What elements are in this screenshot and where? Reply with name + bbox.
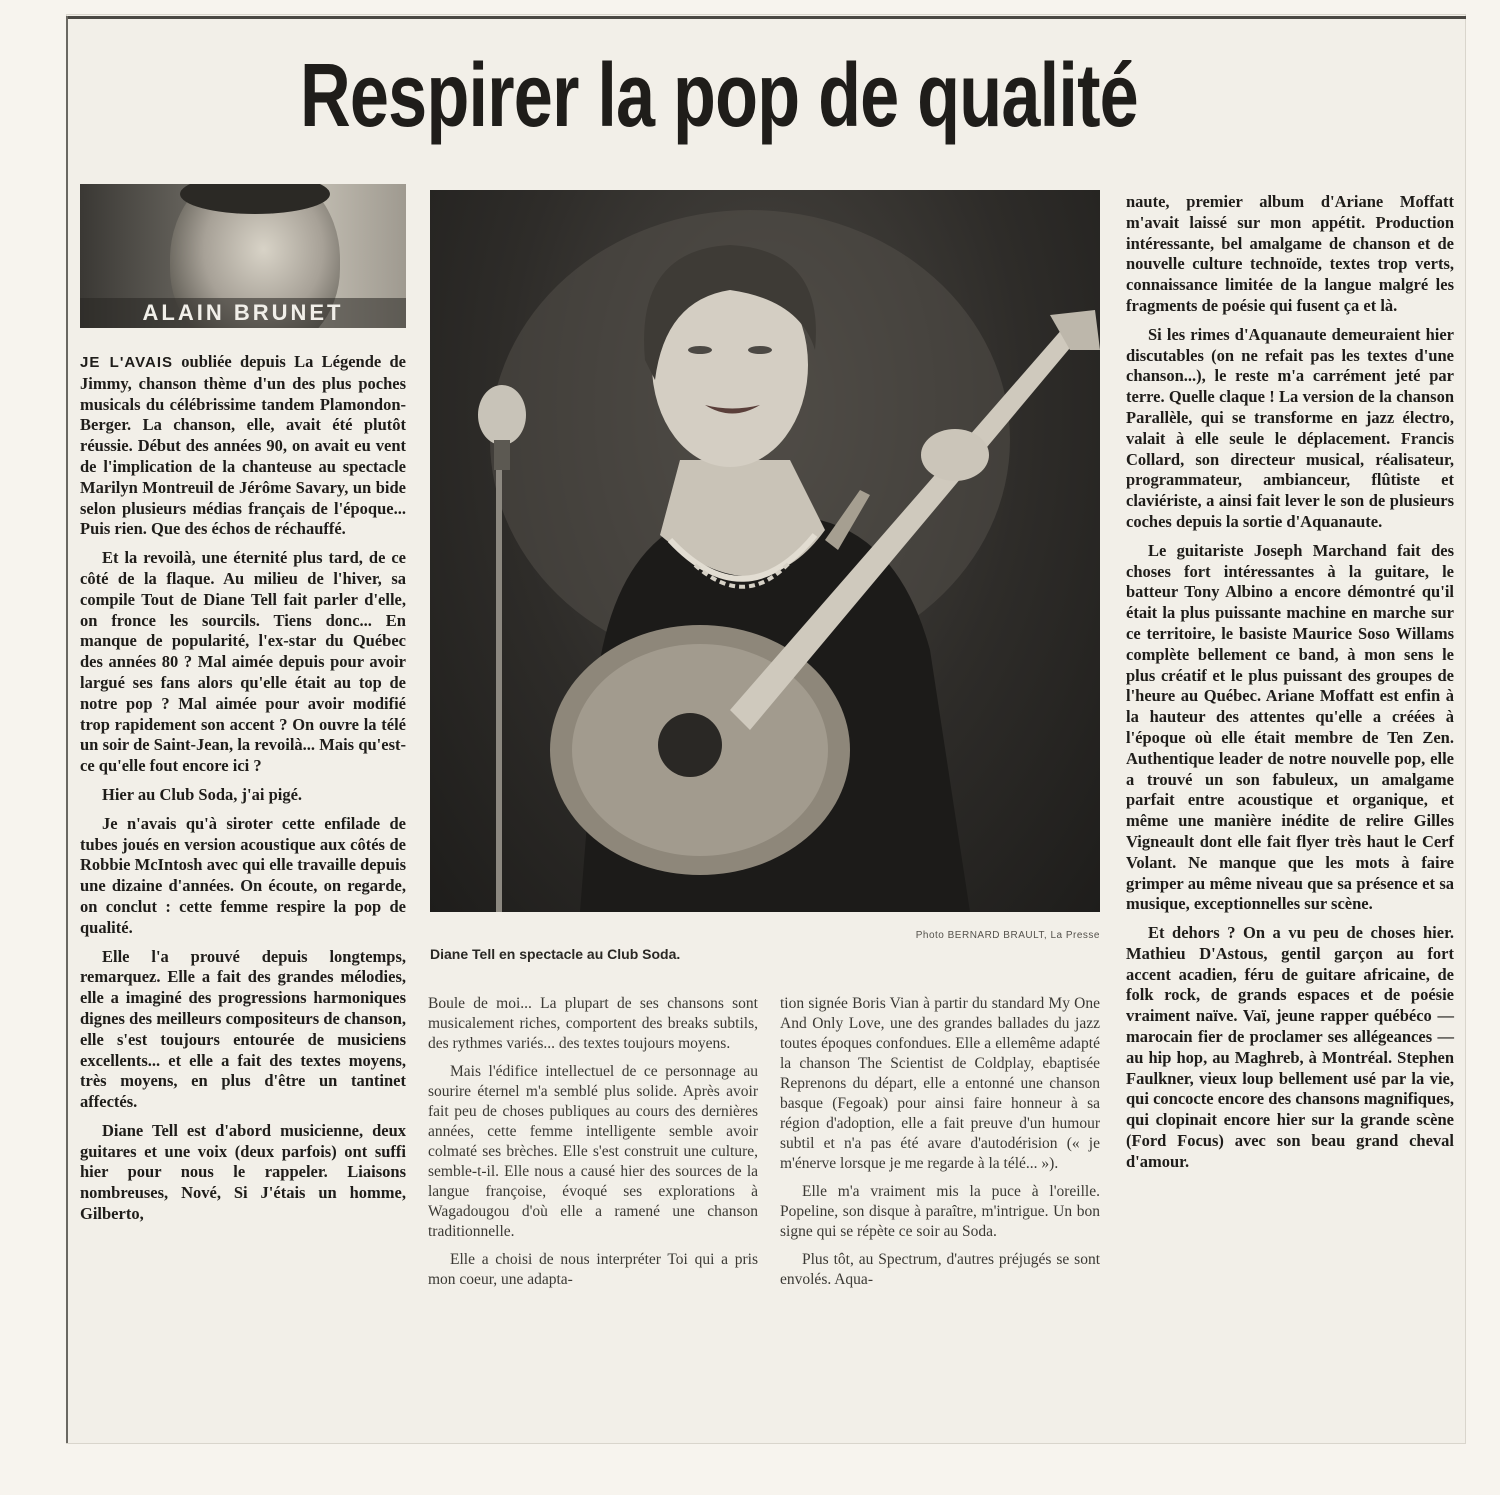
left-rule [66, 16, 68, 1443]
article-paragraph: JE L'AVAIS oubliée depuis La Légende de Jimmy, chanson thème d'un des plus poches musicals du célébrissime tandem Plamondon-Berger. La chanson, elle, avait été plutôt réussie. Début des années 90, on avait eu vent de l'implication de la chanteuse au spectacle Marilyn Montreuil de Jérôme Savary, un bide selon plusieurs médias français de l'époque... Puis rien. Que des échos de réchauffé. [80, 352, 406, 539]
article-paragraph: Elle a choisi de nous interpréter Toi qui a pris mon coeur, une adapta- [428, 1251, 758, 1288]
article-paragraph: Je n'avais qu'à siroter cette enfilade de tubes joués en version acoustique aux côtés de Robbie McIntosh avec qui elle travaille depuis une dizaine d'années. On écoute, on regarde, on conclut : cette femme respire la pop de qualité. [80, 813, 406, 937]
author-portrait [80, 184, 406, 328]
headline: Respirer la pop de qualité [300, 46, 1138, 146]
article-paragraph: Et dehors ? On a vu peu de choses hier. Mathieu D'Astous, gentil garçon au fort accent acadien, féru de guitare africaine, de folk rock, de grands espaces et de poésie vraiment naïve. Vaï, jeune rapper québéco —marocain fier de proclamer ses allégeances — au hip hop, au Maghreb, à Montréal. Stephen Faulkner, vieux loup bellement usé par la vie, qui concocte encore des chansons magnifiques, qui clopinait encore hier sur la grande scène (Ford Focus) avec son beau grand cheval d'amour. [1126, 923, 1454, 1171]
article-paragraph: Elle l'a prouvé depuis longtemps, remarquez. Elle a fait des grandes mélodies, elle a imaginé des progressions harmoniques dignes des meilleurs compositeurs de chanson, elle s'est toujours entourée de musiciens excellents... et elle a fait des textes moyens, très moyens, en plus d'être un tantinet affectés. [80, 946, 406, 1112]
lead-in: JE L'AVAIS [80, 354, 174, 371]
article-column-4 [1126, 192, 1454, 1181]
photo-caption: Diane Tell en spectacle au Club Soda. [430, 946, 681, 962]
photo-credit: Photo BERNARD BRAULT, La Presse [915, 930, 1100, 941]
article-paragraph: Le guitariste Joseph Marchand fait des choses fort intéressantes à la guitare, le batteur Tony Albino a encore démontré qu'il était la plus puissante machine en marche sur ce territoire, le basiste Maurice Soso Willams complète bellement ce band, à mon sens le plus créatif et le plus puissant des groupes de l'heure au Québec. Ariane Moffatt est enfin à la hauteur des attentes qu'elle a créées à l'époque où elle était membre de Ten Zen. Authentique leader de notre nouvelle pop, elle a trouvé un son fabuleux, un amalgame parfait entre acoustique et organique, et même une manière inédite de relire Gilles Vigneault dont elle fait flyer très haut le Cerf Volant. Ne manque que les mots à faire grimper au même niveau que sa présence et sa musique, exceptionnelles sur scène. [1126, 540, 1454, 914]
article-column-3 [780, 994, 1100, 1298]
singer-illustration [430, 190, 1100, 912]
article-column-1 [80, 352, 406, 1233]
article-paragraph: Et la revoilà, une éternité plus tard, de ce côté de la flaque. Au milieu de l'hiver, sa compile Tout de Diane Tell fait parler d'elle, on fronce les sourcils. Tiens donc... En manque de popularité, l'ex-star du Québec des années 80 ? Mal aimée depuis pour avoir largué ses fans alors qu'elle était au top de notre pop ? Mal aimée pour avoir modifié trop rapidement son accent ? On ouvre la télé un soir de Saint-Jean, la revoilà... Mais qu'est-ce qu'elle fout encore ici ? [80, 548, 406, 776]
article-paragraph: Boule de moi... La plupart de ses chansons sont musicalement riches, comportent des breaks subtils, des rythmes variés... des textes toujours moyens. [428, 995, 758, 1052]
article-paragraph: Plus tôt, au Spectrum, d'autres préjugés se sont envolés. Aqua- [780, 1251, 1100, 1288]
concert-photo [430, 190, 1100, 912]
article-paragraph: tion signée Boris Vian à partir du standard My One And Only Love, une des grandes ballades du jazz toutes époques confondues. Elle a ellemême adapté la chanson The Scientist de Coldplay, ebaptisée Reprenons du départ, elle a entonné une chanson basque (Fegoak) pour ainsi faire honneur à sa région d'adoption, elle a fait preuve d'un humour subtil et n'a pas été avare d'autodérision (« je m'énerve lorsque je me regarde à la télé... »). [780, 995, 1100, 1172]
article-paragraph: Diane Tell est d'abord musicienne, deux guitares et une voix (deux parfois) ont suffi hier pour nous le rappeler. Liaisons nombreuses, Nové, Si J'étais un homme, Gilberto, [80, 1120, 406, 1224]
article-paragraph: Hier au Club Soda, j'ai pigé. [102, 784, 303, 804]
article-paragraph: naute, premier album d'Ariane Moffatt m'avait laissé sur mon appétit. Production intéressante, bel amalgame de chanson et de nouvelle culture technoïde, textes trop verts, connaissance limitée de la langue malgré les fragments de poésie qui fusent ça et là. [1126, 192, 1454, 315]
article-paragraph: Mais l'édifice intellectuel de ce personnage au sourire éternel m'a semblé plus solide. Après avoir fait peu de choses publiques au cours des dernières années, cette femme intelligente semble avoir colmaté ses brèches. Elle s'est construit une culture, semble-t-il. Elle nous a causé hier des sources de la langue françoise, évoqué ses explorations à Wagadougou d'où elle a ramené une chanson traditionnelle. [428, 1063, 758, 1240]
article-paragraph: Si les rimes d'Aquanaute demeuraient hier discutables (on ne refait pas les textes d'une chanson...), le reste m'a carrément jeté par terre. Quelle claque ! La version de la chanson Parallèle, qui se transforme en jazz électro, valait à elle seule le déplacement. Francis Collard, son directeur musical, réalisateur, programmateur, ambianceur, flûtiste et claviériste, a ainsi fait lever le son de plusieurs coches depuis la sortie d'Aquanaute. [1126, 324, 1454, 531]
article-paragraph: Elle m'a vraiment mis la puce à l'oreille. Popeline, son disque à paraître, m'intrigue. Un bon signe qui se répète ce soir au Soda. [780, 1183, 1100, 1240]
author-name: ALAIN BRUNET [80, 298, 406, 328]
top-rule [66, 16, 1466, 19]
article-column-2 [428, 994, 758, 1298]
